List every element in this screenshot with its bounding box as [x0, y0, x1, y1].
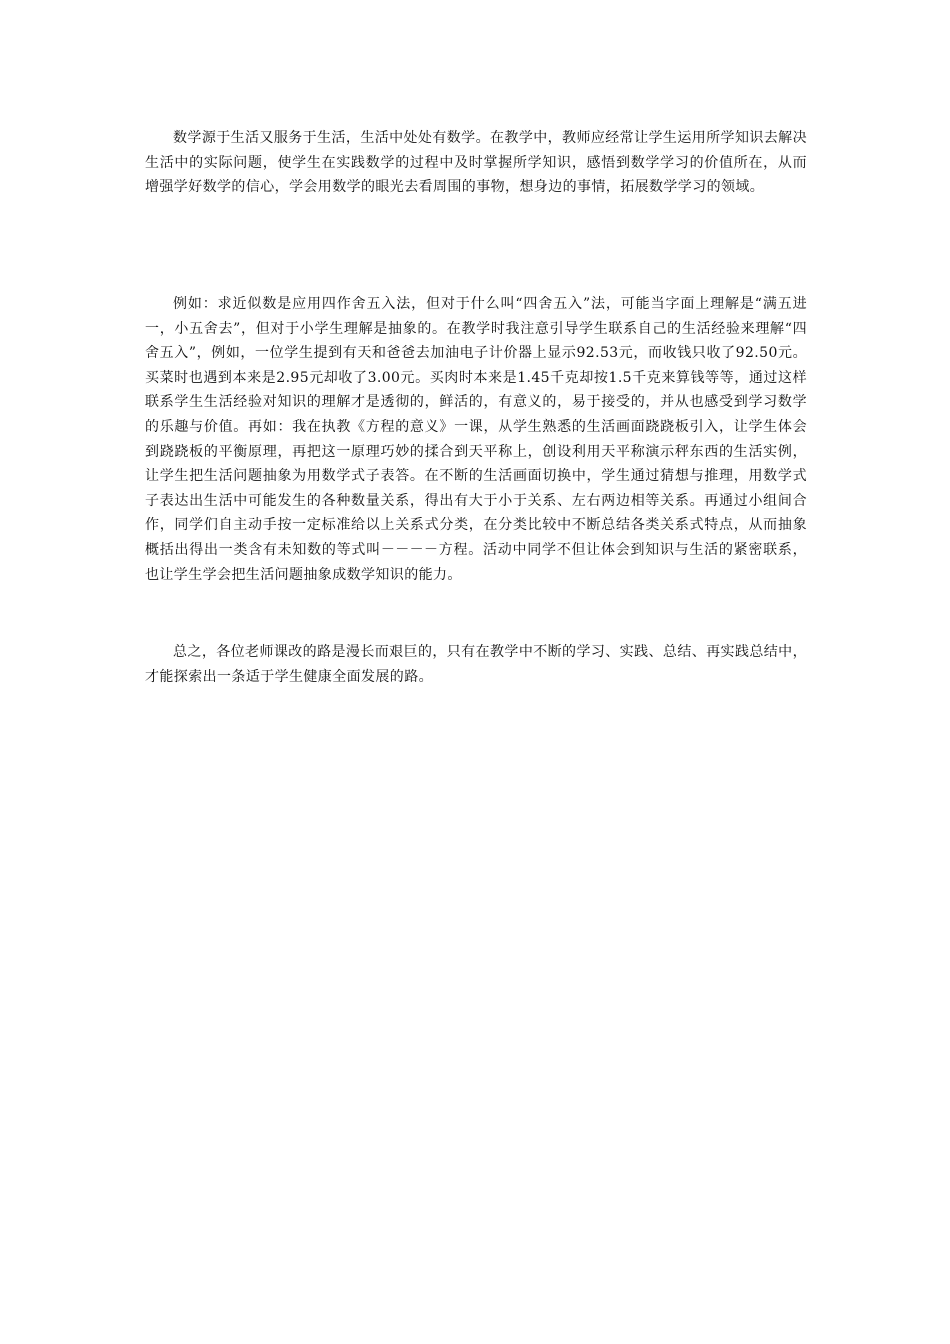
paragraph-intro: 数学源于生活又服务于生活，生活中处处有数学。在教学中，教师应经常让学生运用所学知识去解决生活中的实际问题，使学生在实践数学的过程中及时掌握所学知识，感悟到数学学习的价值所在，从而增强学好数学的信心，学会用数学的眼光去看周围的事物，想身边的事情，拓展数学学习的领域。 — [145, 130, 807, 196]
paragraph-example: 例如：求近似数是应用四作舍五入法，但对于什么叫“四舍五入”法，可能当字面上理解是“满五进一，小五舍去”，但对于小学生理解是抽象的。在教学时我注意引导学生联系自己的生活经验来理解“四舍五入”，例如，一位学生提到有天和爸爸去加油电子计价器上显示92.53元，而收钱只收了92.50元。买菜时也遇到本来是2.95元却收了3.00元。买肉时本来是1.45千克却按1.5千克来算钱等等，通过这样联系学生生活经验对知识的理解才是透彻的，鲜活的，有意义的，易于接受的，并从也感受到学习数学的乐趣与价值。再如：我在执教《方程的意义》一课，从学生熟悉的生活画面跷跷板引入，让学生体会到跷跷板的平衡原理，再把这一原理巧妙的揉合到天平称上，创设利用天平称演示秤东西的生活实例，让学生把生活问题抽象为用数学式子表答。在不断的生活画面切换中，学生通过猜想与推理，用数学式子表达出生活中可能发生的各种数量关系，得出有大于小于关系、左右两边相等关系。再通过小组间合作，同学们自主动手按一定标准给以上关系式分类，在分类比较中不断总结各类关系式特点，从而抽象概括出得出一类含有未知数的等式叫－－－－方程。活动中同学不但让体会到知识与生活的紧密联系，也让学生学会把生活问题抽象成数学知识的能力。 — [145, 296, 807, 583]
paragraph-conclusion: 总之，各位老师课改的路是漫长而艰巨的，只有在教学中不断的学习、实践、总结、再实践总结中，才能探索出一条适于学生健康全面发展的路。 — [145, 644, 807, 685]
